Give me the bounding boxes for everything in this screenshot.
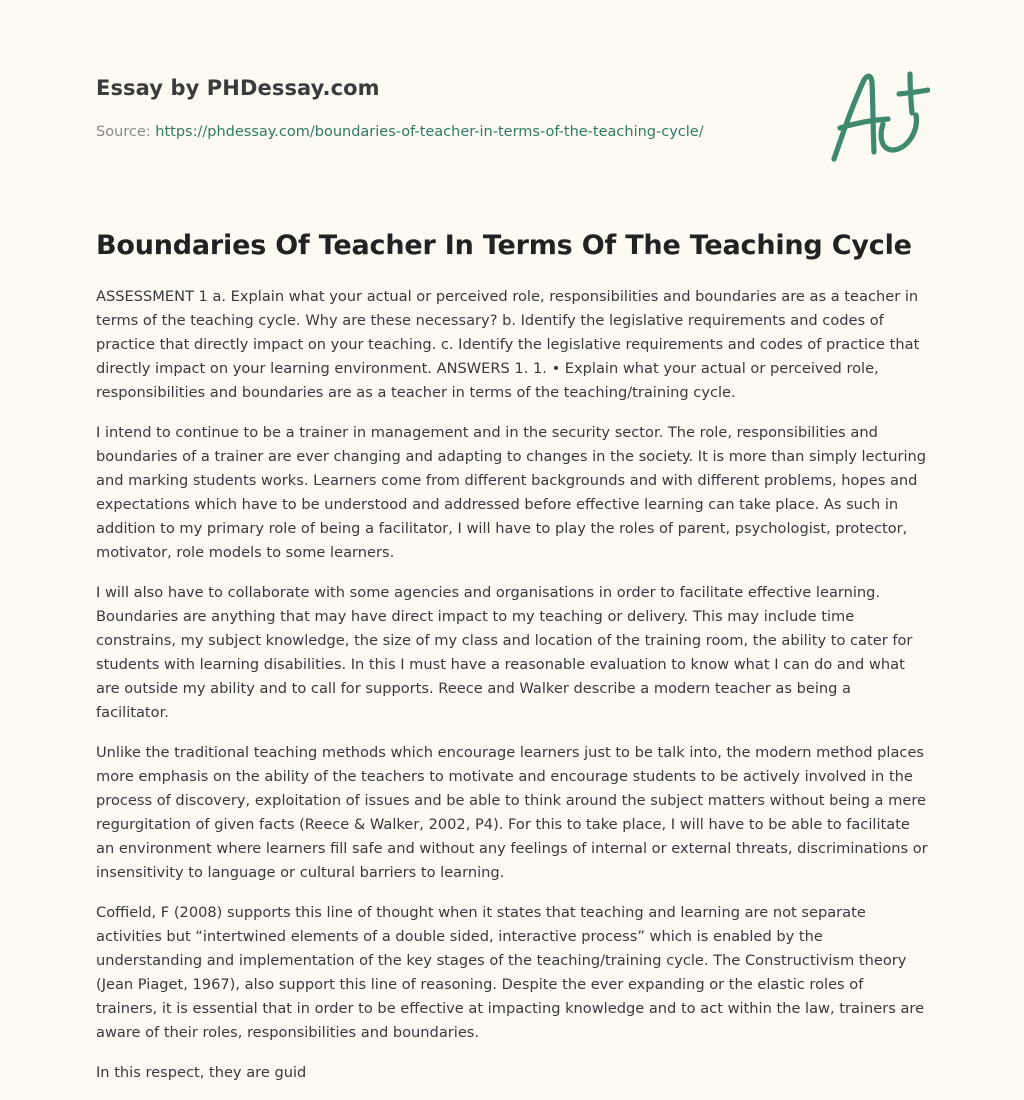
essay-paragraph: Unlike the traditional teaching methods which encourage learners just to be talk into, the modern method places more emphasis on the ability of the teachers to motivate and encourage students to be actively involved in the process of discovery, exploitation of issues and be able to think around the subject matters without being a mere regurgitation of given facts (Reece & Walker, 2002, P4). For this to take place, I will have to be able to facilitate an environment where learners fill safe and without any feelings of internal or external threats, discriminations or insensitivity to language or cultural barriers to learning. — [96, 744, 928, 881]
page-header — [96, 0, 928, 200]
essay-paragraph: I intend to continue to be a trainer in management and in the security sector. The role, responsibilities and boundaries of a trainer are ever changing and adapting to changes in the society. It is more than simply lecturing and marking students works. Learners come from different backgrounds and with different problems, hopes and expectations which have to be understood and addressed before effective learning can take place. As such in addition to my primary role of being a facilitator, I will have to play the roles of parent, psychologist, protector, motivator, role models to some learners. — [96, 424, 927, 561]
essay-paragraph: In this respect, they are guid — [96, 1064, 307, 1081]
essay-paragraph: I will also have to collaborate with some agencies and organisations in order to facilitate effective learning. Boundaries are anything that may have direct impact to my teaching or delivery. This may include time constrains, my subject knowledge, the size of my class and location of the training room, the ability to cater for students with learning disabilities. In this I must have a reasonable evaluation to know what I can do and what are outside my ability and to call for supports. Reece and Walker describe a modern teacher as being a facilitator. — [96, 584, 913, 721]
essay-title: Boundaries Of Teacher In Terms Of The Teaching Cycle — [96, 230, 912, 261]
source-label: Source: — [96, 124, 151, 140]
essay-body — [96, 285, 928, 1085]
source-line — [96, 124, 704, 140]
a-plus-logo-icon — [826, 66, 930, 166]
essay-paragraph: ASSESSMENT 1 a. Explain what your actual or perceived role, responsibilities and boundaries are as a teacher in terms of the teaching cycle. Why are these necessary? b. Identify the legislative requirements and codes of practice that directly impact on your teaching. c. Identify the legislative requirements and codes of practice that directly impact on your learning environment. ANSWERS 1. 1. • Explain what your actual or perceived role, responsibilities and boundaries are as a teacher in terms of the teaching/training cycle. — [96, 288, 920, 401]
essay-paragraph: Coffield, F (2008) supports this line of thought when it states that teaching and learning are not separate activities but “intertwined elements of a double sided, interactive process” which is enabled by the understanding and implementation of the key stages of the teaching/training cycle. The Constructivism theory (Jean Piaget, 1967), also support this line of reasoning. Despite the ever expanding or the elastic roles of trainers, it is essential that in order to be effective at impacting knowledge and to act within the law, trainers are aware of their roles, responsibilities and boundaries. — [96, 904, 925, 1041]
brand-title: Essay by PHDessay.com — [96, 76, 380, 100]
source-link[interactable]: https://phdessay.com/boundaries-of-teacher-in-terms-of-the-teaching-cycle/ — [155, 124, 704, 140]
